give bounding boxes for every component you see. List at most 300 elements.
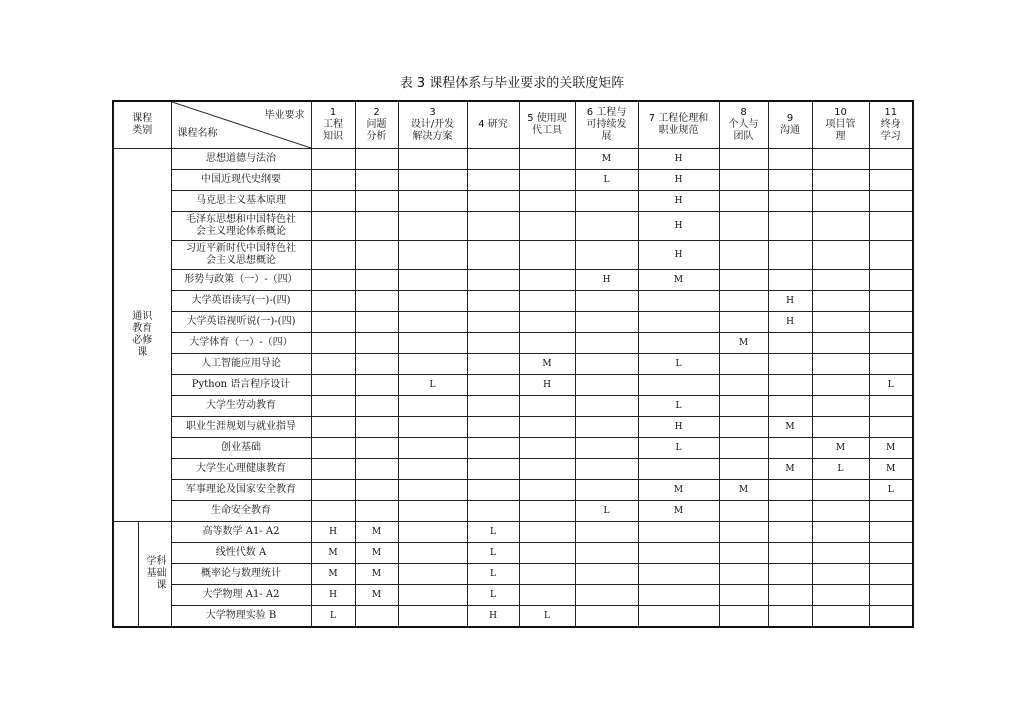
rating-cell-req-10 [812, 543, 869, 564]
rating-cell-req-3 [398, 522, 467, 543]
rating-cell-req-4: L [467, 585, 519, 606]
rating-cell-req-11 [869, 522, 913, 543]
rating-cell-req-3 [398, 291, 467, 312]
rating-cell-req-6 [575, 606, 638, 628]
course-name: 大学体育（一）-（四） [171, 333, 311, 354]
rating-cell-req-11 [869, 417, 913, 438]
rating-cell-req-11 [869, 585, 913, 606]
rating-cell-req-5 [519, 333, 575, 354]
rating-cell-req-7: H [638, 417, 719, 438]
rating-cell-req-3 [398, 417, 467, 438]
rating-cell-req-4 [467, 241, 519, 270]
rating-cell-req-11 [869, 191, 913, 212]
rating-cell-req-3 [398, 212, 467, 241]
rating-cell-req-1 [311, 396, 355, 417]
rating-cell-req-6 [575, 564, 638, 585]
course-name: 概率论与数理统计 [171, 564, 311, 585]
rating-cell-req-7: H [638, 212, 719, 241]
table-row [113, 291, 913, 312]
rating-cell-req-9 [768, 191, 812, 212]
rating-cell-req-3 [398, 241, 467, 270]
rating-cell-req-7: H [638, 170, 719, 191]
rating-cell-req-10 [812, 501, 869, 522]
table-row [113, 417, 913, 438]
rating-cell-req-3 [398, 191, 467, 212]
rating-cell-req-4: H [467, 606, 519, 628]
rating-cell-req-11 [869, 312, 913, 333]
rating-cell-req-7: L [638, 438, 719, 459]
rating-cell-req-1: H [311, 585, 355, 606]
rating-cell-req-6 [575, 291, 638, 312]
rating-cell-req-1 [311, 438, 355, 459]
rating-cell-req-2 [355, 417, 398, 438]
rating-cell-req-11 [869, 543, 913, 564]
rating-cell-req-8 [719, 212, 768, 241]
rating-cell-req-1 [311, 241, 355, 270]
rating-cell-req-9 [768, 270, 812, 291]
course-name: 创业基础 [171, 438, 311, 459]
rating-cell-req-11 [869, 212, 913, 241]
rating-cell-req-3 [398, 606, 467, 628]
rating-cell-req-3 [398, 543, 467, 564]
rating-cell-req-8 [719, 501, 768, 522]
rating-cell-req-2 [355, 438, 398, 459]
category-cell: 学科 基础 课 [113, 522, 171, 628]
header-requirement-4: 4 研究 [467, 101, 519, 149]
rating-cell-req-1: L [311, 606, 355, 628]
rating-cell-req-4 [467, 396, 519, 417]
rating-cell-req-5 [519, 543, 575, 564]
rating-cell-req-1 [311, 312, 355, 333]
rating-cell-req-1 [311, 459, 355, 480]
rating-cell-req-9 [768, 480, 812, 501]
rating-cell-req-3 [398, 354, 467, 375]
course-name: 大学生劳动教育 [171, 396, 311, 417]
rating-cell-req-4 [467, 459, 519, 480]
rating-cell-req-3 [398, 480, 467, 501]
header-requirement-9: 9 沟通 [768, 101, 812, 149]
rating-cell-req-7 [638, 606, 719, 628]
rating-cell-req-9 [768, 564, 812, 585]
rating-cell-req-5 [519, 585, 575, 606]
course-name: Python 语言程序设计 [171, 375, 311, 396]
rating-cell-req-6 [575, 522, 638, 543]
rating-cell-req-3 [398, 438, 467, 459]
rating-cell-req-8 [719, 312, 768, 333]
rating-cell-req-5 [519, 396, 575, 417]
rating-cell-req-8 [719, 375, 768, 396]
table-row [113, 438, 913, 459]
rating-cell-req-2 [355, 501, 398, 522]
table-row [113, 149, 913, 170]
header-row [113, 101, 913, 149]
rating-cell-req-10 [812, 522, 869, 543]
rating-cell-req-10 [812, 417, 869, 438]
table-row [113, 480, 913, 501]
rating-cell-req-10 [812, 396, 869, 417]
course-name: 军事理论及国家安全教育 [171, 480, 311, 501]
course-name: 职业生涯规划与就业指导 [171, 417, 311, 438]
rating-cell-req-9 [768, 212, 812, 241]
rating-cell-req-9 [768, 438, 812, 459]
category-cell: 通识 教育 必修 课 [113, 149, 171, 522]
rating-cell-req-6 [575, 375, 638, 396]
rating-cell-req-5 [519, 270, 575, 291]
rating-cell-req-10 [812, 212, 869, 241]
rating-cell-req-5 [519, 417, 575, 438]
rating-cell-req-6 [575, 191, 638, 212]
course-name: 形势与政策（一）-（四） [171, 270, 311, 291]
rating-cell-req-6 [575, 438, 638, 459]
rating-cell-req-5 [519, 564, 575, 585]
rating-cell-req-3 [398, 312, 467, 333]
rating-cell-req-3 [398, 170, 467, 191]
rating-cell-req-8 [719, 417, 768, 438]
rating-cell-req-7 [638, 375, 719, 396]
rating-cell-req-8 [719, 241, 768, 270]
rating-cell-req-6 [575, 417, 638, 438]
rating-cell-req-6 [575, 241, 638, 270]
header-diagonal-cell [171, 101, 311, 149]
course-name: 马克思主义基本原理 [171, 191, 311, 212]
table-row [113, 170, 913, 191]
rating-cell-req-5 [519, 480, 575, 501]
rating-cell-req-1: M [311, 543, 355, 564]
rating-cell-req-3 [398, 270, 467, 291]
table-row [113, 396, 913, 417]
rating-cell-req-2 [355, 291, 398, 312]
table-row [113, 606, 913, 628]
rating-cell-req-8 [719, 564, 768, 585]
rating-cell-req-10 [812, 480, 869, 501]
rating-cell-req-2 [355, 212, 398, 241]
rating-cell-req-1 [311, 480, 355, 501]
rating-cell-req-11 [869, 354, 913, 375]
rating-cell-req-5: M [519, 354, 575, 375]
rating-cell-req-7 [638, 333, 719, 354]
table-row [113, 241, 913, 270]
table-row [113, 522, 913, 543]
course-name: 大学生心理健康教育 [171, 459, 311, 480]
rating-cell-req-10 [812, 333, 869, 354]
rating-cell-req-11 [869, 241, 913, 270]
rating-cell-req-10 [812, 149, 869, 170]
rating-cell-req-2 [355, 312, 398, 333]
rating-cell-req-4 [467, 333, 519, 354]
rating-cell-req-7 [638, 459, 719, 480]
table-row [113, 564, 913, 585]
rating-cell-req-2 [355, 480, 398, 501]
rating-cell-req-11 [869, 501, 913, 522]
rating-cell-req-3 [398, 501, 467, 522]
table-row [113, 312, 913, 333]
rating-cell-req-7 [638, 312, 719, 333]
course-name: 人工智能应用导论 [171, 354, 311, 375]
rating-cell-req-11 [869, 170, 913, 191]
rating-cell-req-6 [575, 312, 638, 333]
rating-cell-req-10 [812, 312, 869, 333]
course-name: 高等数学 A1- A2 [171, 522, 311, 543]
rating-cell-req-6 [575, 543, 638, 564]
course-name: 生命安全教育 [171, 501, 311, 522]
rating-cell-req-7: H [638, 149, 719, 170]
table-row [113, 585, 913, 606]
rating-cell-req-9: M [768, 459, 812, 480]
rating-cell-req-11 [869, 396, 913, 417]
rating-cell-req-10: L [812, 459, 869, 480]
rating-cell-req-10 [812, 606, 869, 628]
rating-cell-req-6 [575, 459, 638, 480]
rating-cell-req-8: M [719, 480, 768, 501]
course-name: 大学物理 A1- A2 [171, 585, 311, 606]
rating-cell-req-3 [398, 459, 467, 480]
rating-cell-req-6: M [575, 149, 638, 170]
rating-cell-req-1 [311, 417, 355, 438]
rating-cell-req-8 [719, 354, 768, 375]
rating-cell-req-10 [812, 191, 869, 212]
rating-cell-req-9 [768, 396, 812, 417]
table-row [113, 543, 913, 564]
rating-cell-req-8 [719, 170, 768, 191]
rating-cell-req-5 [519, 438, 575, 459]
rating-cell-req-8 [719, 396, 768, 417]
rating-cell-req-5 [519, 291, 575, 312]
rating-cell-req-8 [719, 270, 768, 291]
course-name: 思想道德与法治 [171, 149, 311, 170]
rating-cell-req-6 [575, 396, 638, 417]
rating-cell-req-9: M [768, 417, 812, 438]
rating-cell-req-2: M [355, 585, 398, 606]
rating-cell-req-2 [355, 606, 398, 628]
rating-cell-req-11: M [869, 438, 913, 459]
header-requirement-8: 8 个人与 团队 [719, 101, 768, 149]
header-requirement-6: 6 工程与 可持续发 展 [575, 101, 638, 149]
header-requirement-11: 11 终身 学习 [869, 101, 913, 149]
rating-cell-req-8 [719, 191, 768, 212]
rating-cell-req-5 [519, 212, 575, 241]
rating-cell-req-9 [768, 522, 812, 543]
rating-cell-req-9: H [768, 312, 812, 333]
table-row [113, 212, 913, 241]
rating-cell-req-4 [467, 191, 519, 212]
rating-cell-req-2 [355, 459, 398, 480]
rating-cell-req-9 [768, 333, 812, 354]
rating-cell-req-1: H [311, 522, 355, 543]
rating-cell-req-3 [398, 333, 467, 354]
course-name: 大学物理实验 B [171, 606, 311, 628]
rating-cell-req-4 [467, 212, 519, 241]
rating-cell-req-4 [467, 375, 519, 396]
rating-cell-req-8 [719, 438, 768, 459]
rating-cell-req-1 [311, 170, 355, 191]
rating-cell-req-8: M [719, 333, 768, 354]
course-name: 大学英语视听说(一)-(四) [171, 312, 311, 333]
rating-cell-req-5 [519, 191, 575, 212]
course-name: 大学英语读写(一)-(四) [171, 291, 311, 312]
rating-cell-req-3 [398, 396, 467, 417]
rating-cell-req-9 [768, 149, 812, 170]
rating-cell-req-10: M [812, 438, 869, 459]
rating-cell-req-10 [812, 270, 869, 291]
rating-cell-req-4 [467, 270, 519, 291]
rating-cell-req-8 [719, 585, 768, 606]
rating-cell-req-11: L [869, 480, 913, 501]
rating-cell-req-6 [575, 333, 638, 354]
rating-cell-req-5 [519, 522, 575, 543]
rating-cell-req-6 [575, 354, 638, 375]
header-requirement-2: 2 问题 分析 [355, 101, 398, 149]
curriculum-matrix-table [112, 100, 914, 628]
rating-cell-req-7 [638, 543, 719, 564]
rating-cell-req-9 [768, 375, 812, 396]
rating-cell-req-9: H [768, 291, 812, 312]
rating-cell-req-1 [311, 291, 355, 312]
rating-cell-req-4 [467, 149, 519, 170]
rating-cell-req-6: L [575, 170, 638, 191]
rating-cell-req-2 [355, 375, 398, 396]
header-course-label: 课程名称 [177, 128, 218, 139]
rating-cell-req-9 [768, 354, 812, 375]
table-row [113, 354, 913, 375]
rating-cell-req-4 [467, 480, 519, 501]
rating-cell-req-9 [768, 241, 812, 270]
rating-cell-req-4 [467, 501, 519, 522]
rating-cell-req-4 [467, 291, 519, 312]
rating-cell-req-8 [719, 522, 768, 543]
rating-cell-req-11 [869, 291, 913, 312]
rating-cell-req-11 [869, 149, 913, 170]
rating-cell-req-8 [719, 291, 768, 312]
rating-cell-req-7: H [638, 191, 719, 212]
rating-cell-req-7 [638, 564, 719, 585]
rating-cell-req-8 [719, 149, 768, 170]
rating-cell-req-2: M [355, 564, 398, 585]
rating-cell-req-10 [812, 291, 869, 312]
rating-cell-req-5 [519, 170, 575, 191]
rating-cell-req-8 [719, 543, 768, 564]
header-requirement-label: 毕业要求 [264, 110, 305, 121]
rating-cell-req-9 [768, 501, 812, 522]
header-requirement-10: 10 项目管 理 [812, 101, 869, 149]
rating-cell-req-5 [519, 459, 575, 480]
rating-cell-req-4: L [467, 564, 519, 585]
rating-cell-req-5 [519, 312, 575, 333]
course-name: 习近平新时代中国特色社 会主义思想概论 [171, 241, 311, 270]
rating-cell-req-7: M [638, 480, 719, 501]
rating-cell-req-8 [719, 459, 768, 480]
rating-cell-req-1 [311, 149, 355, 170]
rating-cell-req-1 [311, 354, 355, 375]
course-name: 毛泽东思想和中国特色社 会主义理论体系概论 [171, 212, 311, 241]
rating-cell-req-5 [519, 241, 575, 270]
rating-cell-req-1 [311, 501, 355, 522]
rating-cell-req-4 [467, 170, 519, 191]
table-row [113, 191, 913, 212]
rating-cell-req-1 [311, 212, 355, 241]
rating-cell-req-6: H [575, 270, 638, 291]
rating-cell-req-2 [355, 354, 398, 375]
header-category: 课程 类别 [113, 101, 171, 149]
rating-cell-req-6: L [575, 501, 638, 522]
diagonal-line [172, 102, 311, 148]
rating-cell-req-5: H [519, 375, 575, 396]
rating-cell-req-1 [311, 333, 355, 354]
rating-cell-req-2 [355, 396, 398, 417]
rating-cell-req-1 [311, 191, 355, 212]
rating-cell-req-3: L [398, 375, 467, 396]
course-name: 线性代数 A [171, 543, 311, 564]
rating-cell-req-4 [467, 417, 519, 438]
rating-cell-req-11: L [869, 375, 913, 396]
rating-cell-req-7: M [638, 501, 719, 522]
table-row [113, 375, 913, 396]
rating-cell-req-9 [768, 585, 812, 606]
rating-cell-req-6 [575, 212, 638, 241]
rating-cell-req-9 [768, 543, 812, 564]
rating-cell-req-2 [355, 149, 398, 170]
rating-cell-req-10 [812, 170, 869, 191]
rating-cell-req-7: L [638, 354, 719, 375]
rating-cell-req-2 [355, 270, 398, 291]
rating-cell-req-4 [467, 438, 519, 459]
rating-cell-req-4 [467, 354, 519, 375]
rating-cell-req-10 [812, 585, 869, 606]
rating-cell-req-5 [519, 501, 575, 522]
rating-cell-req-11: M [869, 459, 913, 480]
rating-cell-req-10 [812, 564, 869, 585]
rating-cell-req-5: L [519, 606, 575, 628]
table-row [113, 459, 913, 480]
course-name: 中国近现代史纲要 [171, 170, 311, 191]
rating-cell-req-2: M [355, 543, 398, 564]
rating-cell-req-3 [398, 564, 467, 585]
table-title: 表 3 课程体系与毕业要求的关联度矩阵 [399, 76, 625, 91]
header-requirement-7: 7 工程伦理和 职业规范 [638, 101, 719, 149]
rating-cell-req-10 [812, 375, 869, 396]
rating-cell-req-2 [355, 333, 398, 354]
rating-cell-req-11 [869, 333, 913, 354]
rating-cell-req-7: L [638, 396, 719, 417]
rating-cell-req-1 [311, 375, 355, 396]
rating-cell-req-10 [812, 241, 869, 270]
header-requirement-5: 5 使用现 代工具 [519, 101, 575, 149]
rating-cell-req-9 [768, 606, 812, 628]
rating-cell-req-6 [575, 585, 638, 606]
rating-cell-req-7 [638, 585, 719, 606]
rating-cell-req-5 [519, 149, 575, 170]
rating-cell-req-4 [467, 312, 519, 333]
rating-cell-req-7 [638, 291, 719, 312]
rating-cell-req-11 [869, 270, 913, 291]
rating-cell-req-7: M [638, 270, 719, 291]
rating-cell-req-2 [355, 170, 398, 191]
rating-cell-req-8 [719, 606, 768, 628]
table-row [113, 270, 913, 291]
rating-cell-req-6 [575, 480, 638, 501]
rating-cell-req-2 [355, 191, 398, 212]
rating-cell-req-2 [355, 241, 398, 270]
rating-cell-req-3 [398, 149, 467, 170]
rating-cell-req-7 [638, 522, 719, 543]
rating-cell-req-4: L [467, 522, 519, 543]
header-requirement-3: 3 设计/开发 解决方案 [398, 101, 467, 149]
rating-cell-req-10 [812, 354, 869, 375]
table-row [113, 501, 913, 522]
table-row [113, 333, 913, 354]
rating-cell-req-11 [869, 606, 913, 628]
rating-cell-req-3 [398, 585, 467, 606]
rating-cell-req-2: M [355, 522, 398, 543]
